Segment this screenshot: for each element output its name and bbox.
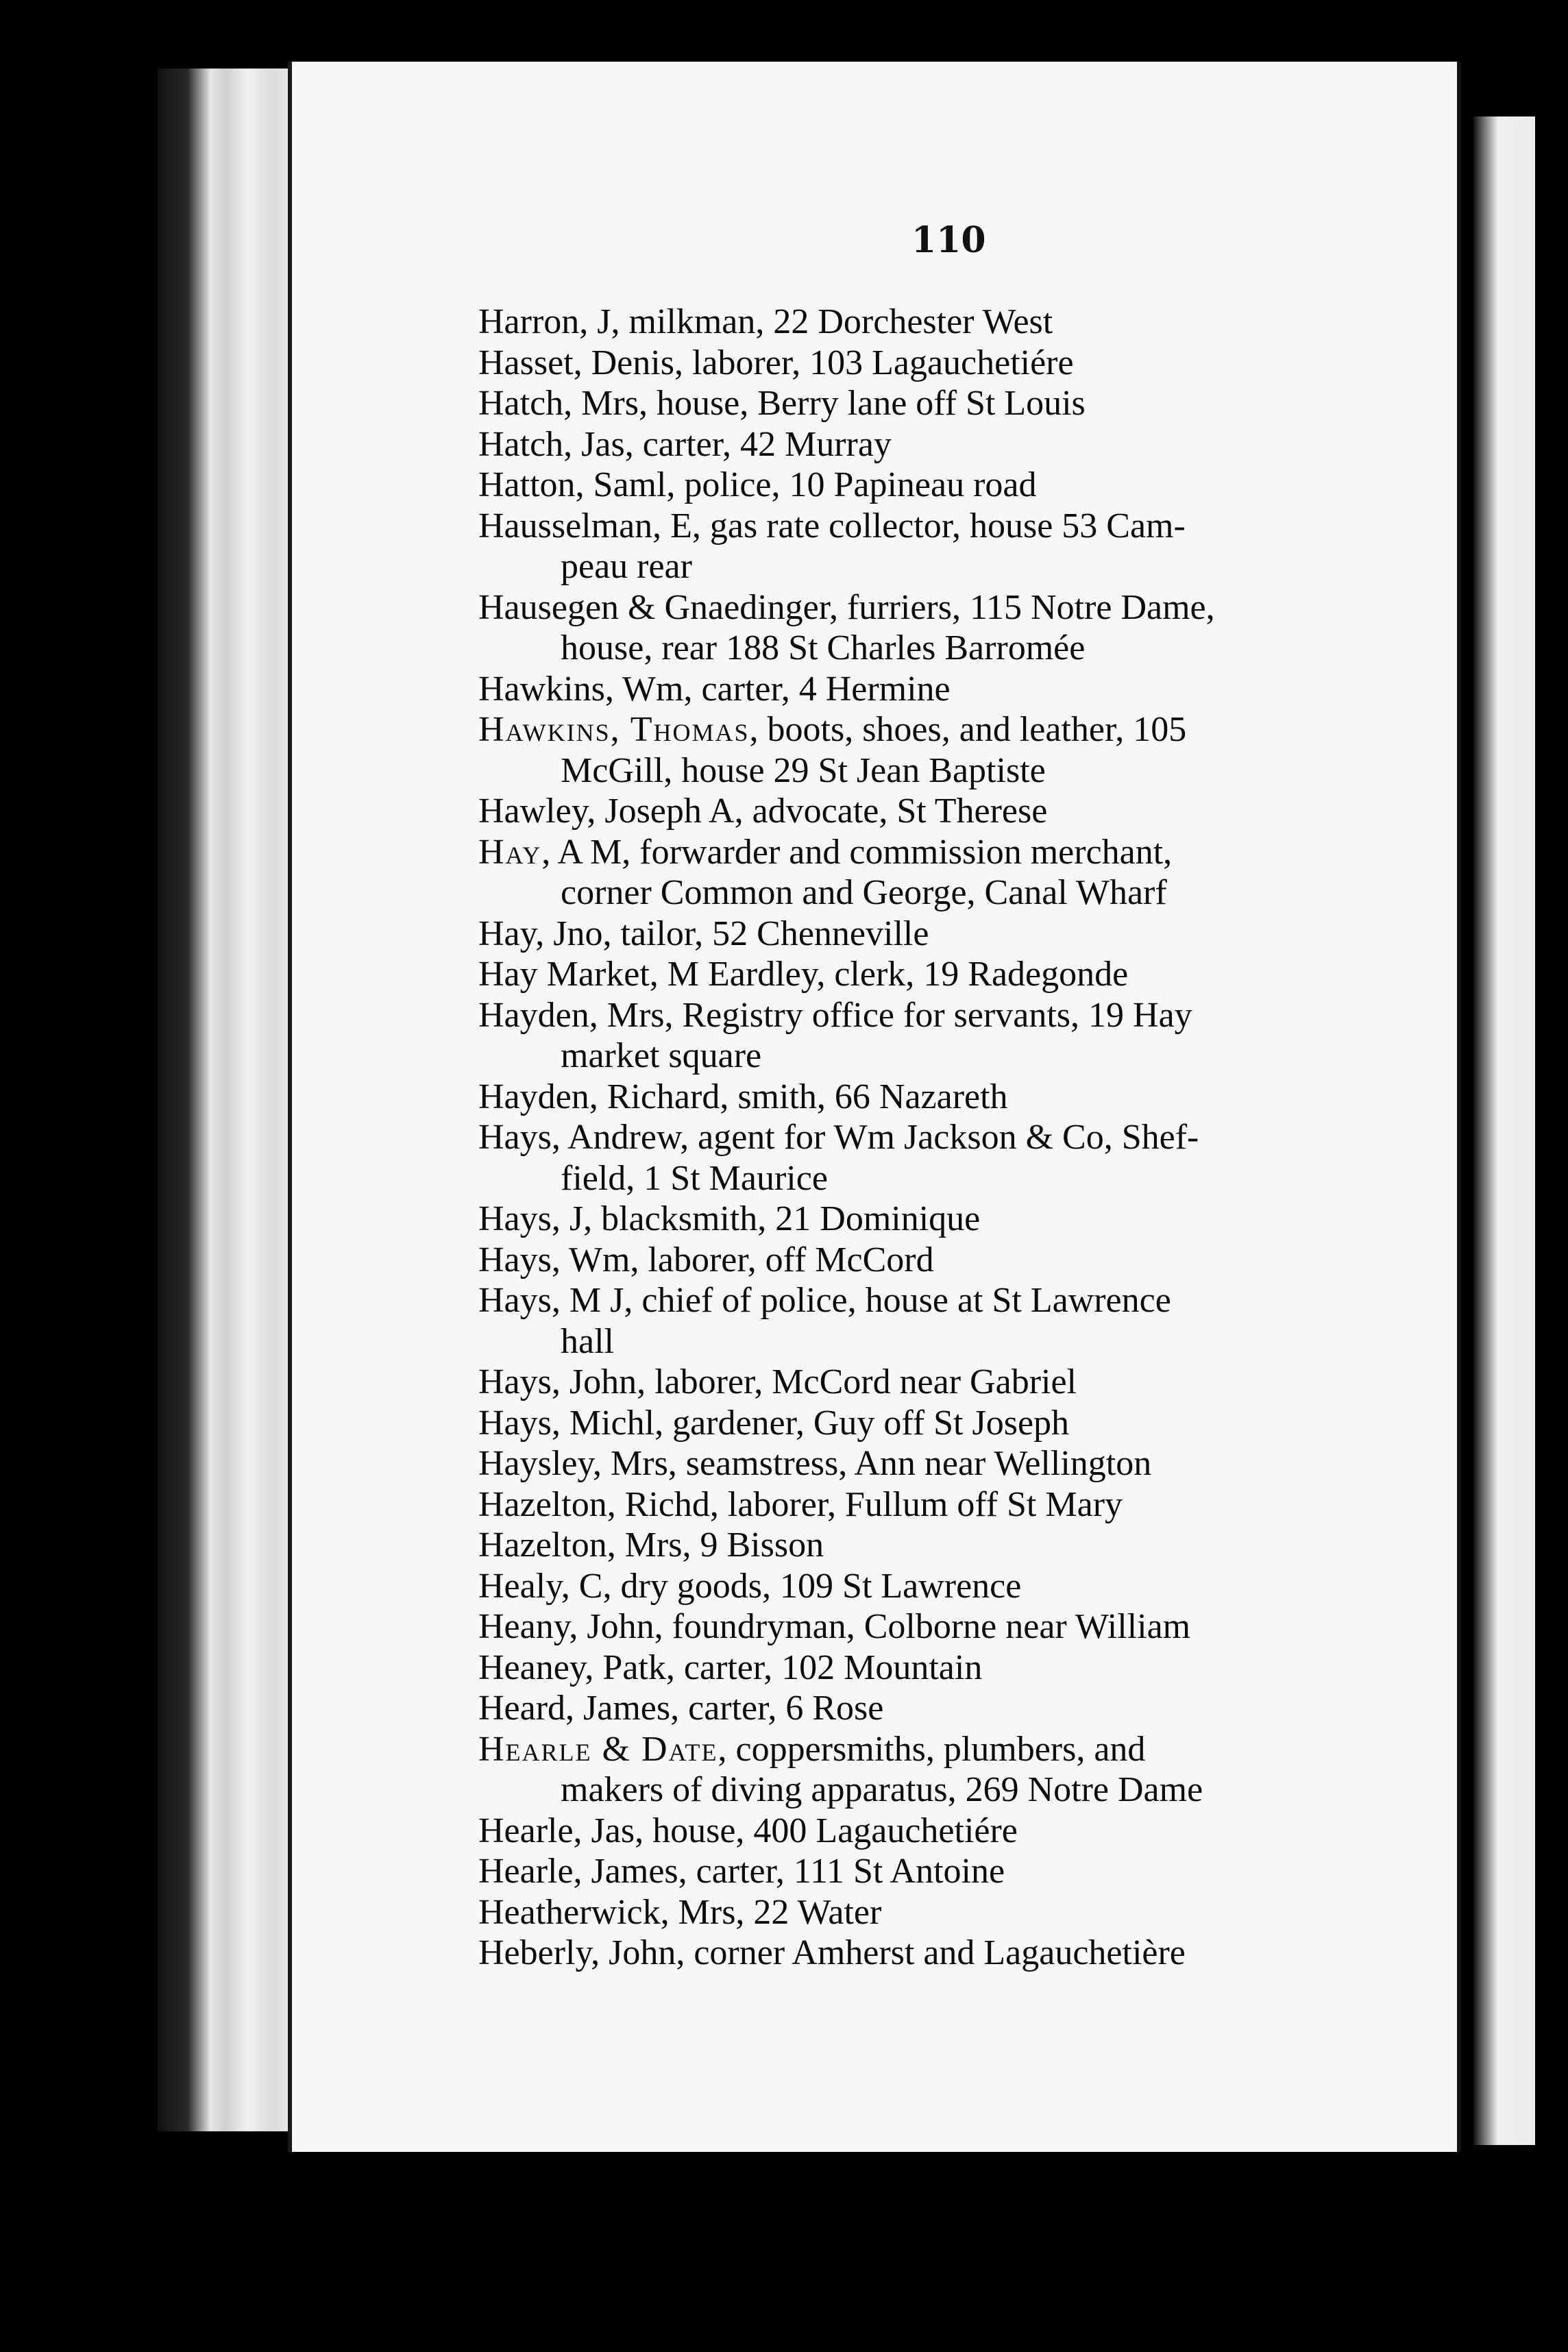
entry-name: Hawkins, Thomas — [478, 710, 750, 749]
entry-line: corner Common and George, Canal Wharf — [561, 873, 1167, 912]
directory-entry — [478, 465, 1397, 506]
entry-line: Hays, M J, chief of police, house at St Lawrence — [478, 1281, 1171, 1320]
directory-entry — [478, 832, 1397, 914]
directory-entry — [478, 1117, 1397, 1199]
entry-line: Hays, Wm, laborer, off McCord — [478, 1240, 934, 1279]
directory-entry — [478, 424, 1397, 465]
directory-entry — [478, 383, 1397, 424]
directory-entry — [478, 914, 1397, 955]
entry-line: Hatton, Saml, police, 10 Papineau road — [478, 465, 1037, 504]
directory-entry — [478, 995, 1397, 1077]
entry-name: Hay — [478, 832, 542, 872]
entry-line: Hatch, Mrs, house, Berry lane off St Louis — [478, 384, 1086, 423]
directory-entry — [478, 954, 1397, 995]
entry-line: Hays, Michl, gardener, Guy off St Joseph — [478, 1403, 1070, 1443]
entry-line: Heatherwick, Mrs, 22 Water — [478, 1892, 882, 1932]
entry-line: Hay Market, M Eardley, clerk, 19 Radegonde — [478, 955, 1129, 994]
directory-entry — [478, 1077, 1397, 1118]
entry-line: Hawley, Joseph A, advocate, St Therese — [478, 792, 1048, 831]
entry-name: Hearle & Date — [478, 1729, 718, 1769]
directory-entry — [478, 1647, 1397, 1689]
entry-line: house, rear 188 St Charles Barromée — [561, 628, 1086, 667]
directory-entry — [478, 506, 1397, 587]
directory-entry — [478, 1933, 1397, 1974]
entry-line: Hays, John, laborer, McCord near Gabriel — [478, 1362, 1077, 1401]
entry-line: Hazelton, Richd, laborer, Fullum off St Mary — [478, 1484, 1123, 1524]
entry-line: Heany, John, foundryman, Colborne near William — [478, 1607, 1191, 1646]
directory-entry — [478, 1566, 1397, 1607]
directory-entry — [478, 1199, 1397, 1240]
entry-line: , A M, forwarder and commission merchant, — [541, 832, 1173, 872]
entry-line: Hay, Jno, tailor, 52 Chenneville — [478, 914, 929, 953]
entry-line: field, 1 St Maurice — [561, 1158, 828, 1198]
directory-entry — [478, 1811, 1397, 1852]
entry-line: Hays, Andrew, agent for Wm Jackson & Co, Shef- — [478, 1118, 1199, 1157]
entry-line: McGill, house 29 St Jean Baptiste — [561, 750, 1046, 790]
directory-entry — [478, 1729, 1397, 1811]
entry-line: Hawkins, Wm, carter, 4 Hermine — [478, 669, 951, 709]
entry-line: Hearle, James, carter, 111 St Antoine — [478, 1852, 1005, 1891]
entry-line: Harron, J, milkman, 22 Dorchester West — [478, 302, 1053, 341]
directory-entry — [478, 587, 1397, 669]
entry-line: Hayden, Richard, smith, 66 Nazareth — [478, 1077, 1008, 1116]
directory-entry — [478, 669, 1397, 710]
entry-line: Hays, J, blacksmith, 21 Dominique — [478, 1199, 981, 1238]
entry-line: peau rear — [561, 547, 692, 586]
entry-line: , coppersmiths, plumbers, and — [718, 1729, 1146, 1769]
entry-line: Hazelton, Mrs, 9 Bisson — [478, 1526, 824, 1565]
directory-entry — [478, 343, 1397, 384]
directory-entry — [478, 1403, 1397, 1444]
directory-entry — [478, 1443, 1397, 1484]
entry-line: market square — [561, 1036, 762, 1075]
directory-entry — [478, 1484, 1397, 1526]
entry-line: Hausegen & Gnaedinger, furriers, 115 Notre Dame, — [478, 587, 1215, 627]
entry-line: Hayden, Mrs, Registry office for servants, 19 Hay — [478, 995, 1192, 1035]
entry-line: Haysley, Mrs, seamstress, Ann near Wellington — [478, 1444, 1152, 1483]
entry-line: Healy, C, dry goods, 109 St Lawrence — [478, 1566, 1022, 1606]
entry-line: Heberly, John, corner Amherst and Lagauchetière — [478, 1933, 1186, 1972]
directory-entry — [478, 1851, 1397, 1892]
entry-line: Hasset, Denis, laborer, 103 Lagauchetiére — [478, 343, 1074, 382]
directory-entry — [478, 1240, 1397, 1281]
entry-line: Hausselman, E, gas rate collector, house 53 Cam- — [478, 506, 1186, 546]
entry-line: Heard, James, carter, 6 Rose — [478, 1689, 884, 1728]
directory-entry — [478, 1688, 1397, 1729]
directory-entry — [478, 1280, 1397, 1362]
directory-entry — [478, 791, 1397, 832]
entry-line: hall — [561, 1321, 614, 1361]
directory-entry — [478, 1892, 1397, 1933]
directory-entry — [478, 1362, 1397, 1403]
entry-line: Heaney, Patk, carter, 102 Mountain — [478, 1647, 983, 1687]
entry-line: makers of diving apparatus, 269 Notre Dame — [561, 1770, 1203, 1809]
entry-line: , boots, shoes, and leather, 105 — [749, 710, 1187, 749]
page-number: 110 — [911, 219, 986, 261]
entry-line: Hearle, Jas, house, 400 Lagauchetiére — [478, 1811, 1018, 1850]
directory-entry — [478, 709, 1397, 791]
directory-entry — [478, 1525, 1397, 1566]
book-right-edge — [1473, 117, 1535, 2145]
directory-entry — [478, 302, 1397, 343]
directory-list — [478, 302, 1397, 1974]
directory-entry — [478, 1606, 1397, 1647]
entry-line: Hatch, Jas, carter, 42 Murray — [478, 424, 892, 464]
